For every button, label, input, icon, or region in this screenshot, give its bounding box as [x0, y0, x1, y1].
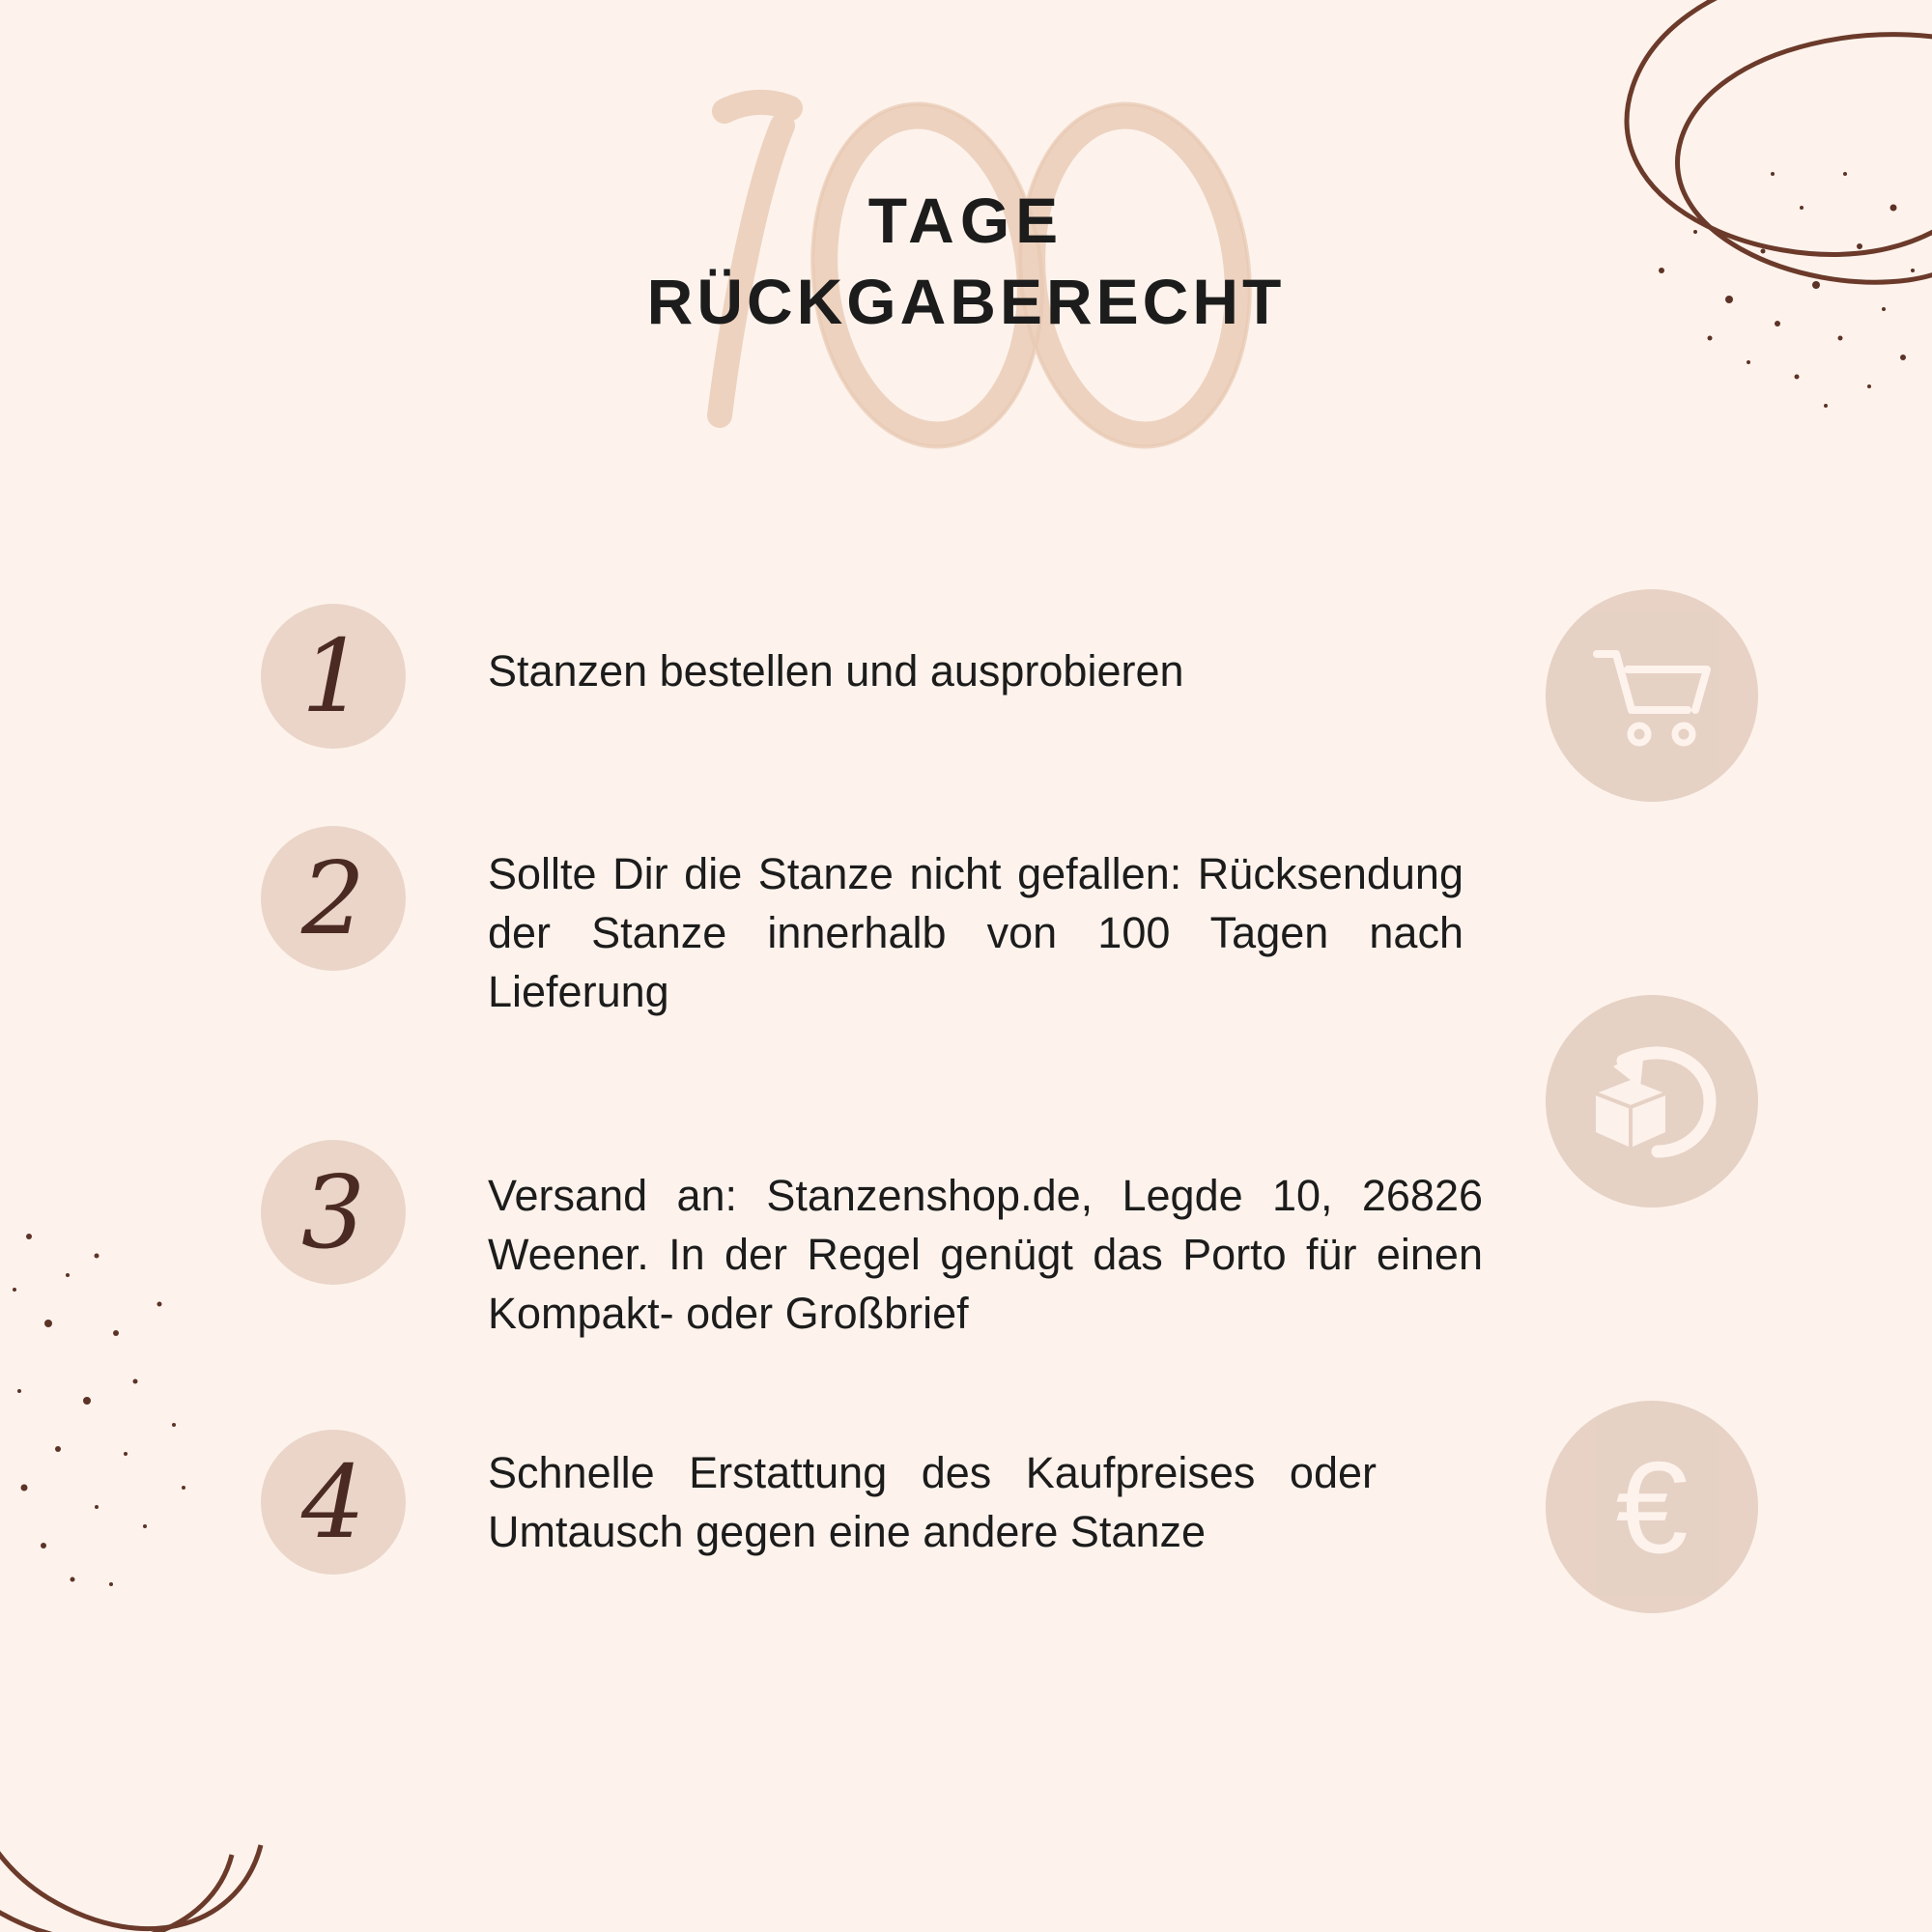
euro-glyph: €	[1615, 1434, 1689, 1580]
euro-icon	[1546, 1401, 1758, 1613]
return-parcel-glyph	[1584, 1043, 1719, 1159]
title-line-2: RÜCKGABERECHT	[646, 266, 1286, 337]
step-text: Schnelle Erstattung des Kaufpreises oder Umtausch gegen eine andere Stanze	[488, 1448, 1377, 1556]
shopping-cart-glyph	[1589, 642, 1715, 749]
step-number: 2	[300, 839, 366, 957]
step-text: Sollte Dir die Stanze nicht gefallen: Rücksendung der Stanze innerhalb von 100 Tagen nach Lieferung	[488, 849, 1463, 1016]
step-number: 4	[300, 1443, 366, 1561]
decorative-speckles-bottom-left	[0, 1198, 290, 1613]
step-number: 3	[300, 1153, 366, 1271]
step-text: Versand an: Stanzenshop.de, Legde 10, 26826 Weener. In der Regel genügt das Porto für einen Kompakt- oder Großbrief	[488, 1171, 1483, 1338]
title-line-1: TAGE	[867, 185, 1065, 256]
return-parcel-icon	[1546, 995, 1758, 1208]
shopping-cart-icon	[1546, 589, 1758, 802]
step-text: Stanzen bestellen und ausprobieren	[488, 646, 1184, 696]
step-number: 1	[300, 617, 366, 735]
page-title	[0, 185, 1932, 337]
decorative-swirl-bottom-left	[0, 1526, 367, 1932]
